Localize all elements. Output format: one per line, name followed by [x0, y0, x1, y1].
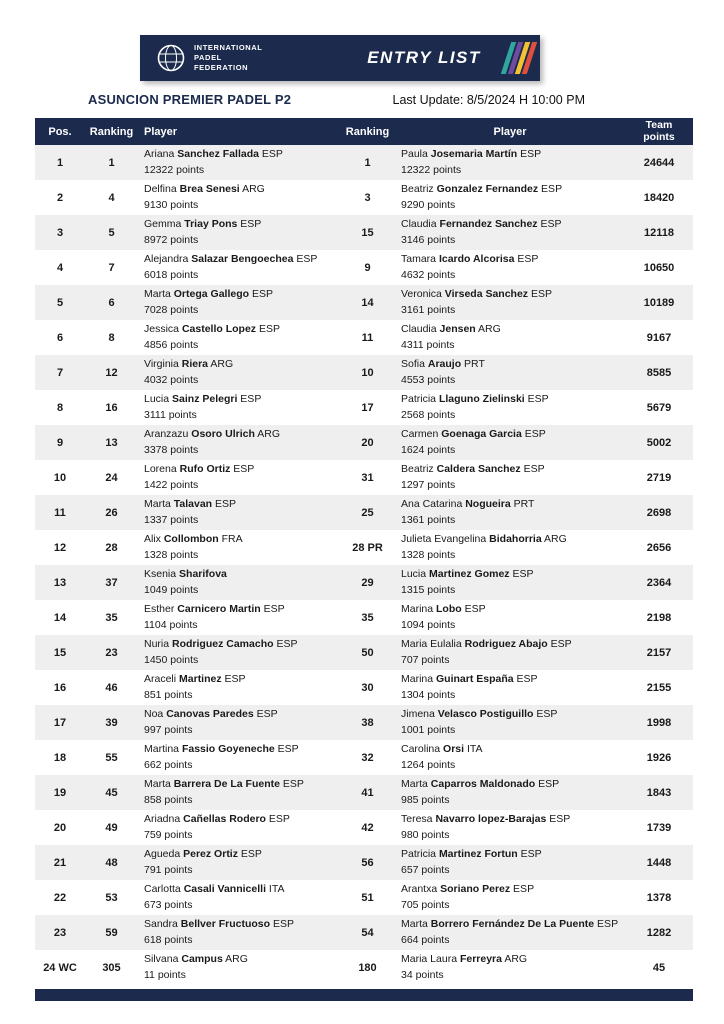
player2-points: 664 points — [401, 933, 450, 946]
ranking1-cell: 13 — [105, 436, 118, 449]
team-points-cell: 9167 — [646, 331, 672, 344]
entry-list-title: ENTRY LIST — [367, 48, 481, 67]
player1-cell — [138, 707, 340, 737]
player2-cell — [395, 672, 625, 702]
player1-cell — [138, 287, 340, 317]
player1-cell — [138, 567, 340, 597]
player2-points: 12322 points — [401, 163, 462, 176]
ranking1-cell: 7 — [108, 261, 115, 274]
player1-cell — [138, 427, 340, 457]
player2-cell — [395, 532, 625, 562]
player1-name: Lorena Rufo Ortiz ESP — [144, 463, 255, 476]
player1-name: Esther Carnicero Martin ESP — [144, 603, 285, 616]
ranking2-cell: 180 — [358, 961, 377, 974]
player1-name: Jessica Castello Lopez ESP — [144, 323, 280, 336]
player1-points: 6018 points — [144, 268, 199, 281]
ranking1-cell: 1 — [108, 156, 115, 169]
pos-cell: 17 — [53, 716, 67, 729]
ranking2-cell: 3 — [364, 191, 371, 204]
team-points-cell: 12118 — [644, 226, 674, 239]
player1-name: Ksenia Sharifova — [144, 568, 227, 581]
ranking2-cell: 25 — [361, 506, 374, 519]
player1-name: Marta Talavan ESP — [144, 498, 237, 511]
team-points-cell: 10650 — [643, 261, 675, 274]
player1-points: 1422 points — [144, 478, 199, 491]
ranking2-cell: 42 — [361, 821, 374, 834]
player1-cell — [138, 602, 340, 632]
page-title: ASUNCION PREMIER PADEL P2 — [88, 92, 292, 107]
team-points-cell: 10189 — [643, 296, 675, 309]
player1-name: Agueda Perez Ortiz ESP — [144, 848, 262, 861]
ranking1-cell: 35 — [105, 611, 118, 624]
table-row — [35, 530, 693, 565]
table-row — [35, 180, 693, 215]
team-points-cell: 8585 — [646, 366, 672, 379]
ranking2-cell: 31 — [361, 471, 374, 484]
player2-cell — [395, 497, 625, 527]
player1-points: 1328 points — [144, 548, 199, 561]
ranking1-cell: 49 — [105, 821, 118, 834]
pos-cell: 5 — [56, 296, 64, 309]
table-row — [35, 600, 693, 635]
table-row — [35, 215, 693, 250]
pos-cell: 3 — [56, 226, 64, 239]
player1-name: Virginia Riera ARG — [144, 358, 234, 371]
player2-points: 985 points — [401, 793, 450, 806]
player1-name: Marta Barrera De La Fuente ESP — [144, 778, 304, 791]
ranking2-cell: 11 — [361, 331, 374, 344]
ranking1-cell: 12 — [105, 366, 118, 379]
player1-points: 759 points — [144, 828, 193, 841]
pos-cell: 18 — [53, 751, 67, 764]
table-row — [35, 810, 693, 845]
ipf-logo-text — [194, 43, 263, 72]
ranking2-cell: 38 — [361, 716, 374, 729]
table-row — [35, 775, 693, 810]
ranking2-cell: 50 — [361, 646, 374, 659]
team-points-cell: 2364 — [646, 576, 672, 589]
ipf-logo-line: FEDERATION — [194, 62, 249, 72]
player1-points: 1049 points — [144, 583, 199, 596]
player1-points: 997 points — [144, 723, 193, 736]
player1-points: 11 points — [144, 968, 186, 981]
team-points-cell: 1843 — [646, 786, 672, 799]
banner-stripes-icon — [506, 42, 532, 74]
team-points-cell: 2698 — [646, 506, 672, 519]
table-row — [35, 705, 693, 740]
ranking1-cell: 305 — [102, 961, 121, 974]
player2-points: 657 points — [401, 863, 450, 876]
pos-cell: 4 — [56, 261, 64, 274]
ranking1-cell: 28 — [105, 541, 118, 554]
pos-cell: 7 — [56, 366, 64, 379]
player2-cell — [395, 427, 625, 457]
player2-cell — [395, 287, 625, 317]
player2-points: 1361 points — [401, 513, 456, 526]
player2-cell — [395, 777, 625, 807]
pos-cell: 20 — [53, 821, 67, 834]
player2-name: Julieta Evangelina Bidahorria ARG — [401, 533, 567, 546]
player1-name: Martina Fassio Goyeneche ESP — [144, 743, 299, 756]
ranking2-cell: 54 — [361, 926, 374, 939]
player1-cell — [138, 252, 340, 282]
team-points-cell: 2656 — [646, 541, 672, 554]
player1-points: 1337 points — [144, 513, 199, 526]
pos-cell: 22 — [53, 891, 67, 904]
player2-cell — [395, 952, 625, 982]
player1-name: Gemma Triay Pons ESP — [144, 218, 262, 231]
table-row — [35, 495, 693, 530]
player1-name: Araceli Martinez ESP — [144, 673, 246, 686]
ranking1-cell: 39 — [105, 716, 118, 729]
team-points-cell: 2155 — [646, 681, 672, 694]
player1-cell — [138, 952, 340, 982]
player2-cell — [395, 217, 625, 247]
table-row — [35, 355, 693, 390]
table-row — [35, 320, 693, 355]
player1-points: 673 points — [144, 898, 193, 911]
ranking1-cell: 16 — [105, 401, 118, 414]
team-points-cell: 2157 — [646, 646, 672, 659]
table-row — [35, 915, 693, 950]
player2-cell — [395, 707, 625, 737]
player2-name: Marta Borrero Fernández De La Puente ESP — [401, 918, 619, 931]
ranking2-cell: 35 — [361, 611, 374, 624]
player2-points: 3161 points — [401, 303, 456, 316]
ranking2-cell: 1 — [364, 156, 371, 169]
player1-cell — [138, 637, 340, 667]
player1-name: Alix Collombon FRA — [144, 533, 243, 546]
player2-cell — [395, 392, 625, 422]
player1-cell — [138, 357, 340, 387]
player2-cell — [395, 252, 625, 282]
player1-cell — [138, 322, 340, 352]
player2-name: Marta Caparros Maldonado ESP — [401, 778, 560, 791]
player2-cell — [395, 357, 625, 387]
player2-name: Paula Josemaria Martín ESP — [401, 148, 542, 161]
pos-cell: 12 — [53, 541, 67, 554]
header-team-points: Team points — [643, 118, 675, 143]
pos-cell: 10 — [53, 471, 67, 484]
pos-cell: 24 WC — [43, 961, 77, 974]
team-points-cell: 2719 — [646, 471, 672, 484]
player2-cell — [395, 917, 625, 947]
pos-cell: 1 — [56, 156, 64, 169]
team-points-cell: 5002 — [646, 436, 672, 449]
player1-points: 3111 points — [144, 408, 197, 421]
player2-name: Patricia Martinez Fortun ESP — [401, 848, 542, 861]
ranking1-cell: 59 — [105, 926, 118, 939]
player2-points: 1264 points — [401, 758, 456, 771]
table-row — [35, 670, 693, 705]
table-row — [35, 425, 693, 460]
ranking1-cell: 37 — [105, 576, 118, 589]
subheader — [35, 92, 693, 107]
table-row — [35, 740, 693, 775]
pos-cell: 11 — [54, 506, 66, 519]
player1-points: 4856 points — [144, 338, 199, 351]
ranking1-cell: 55 — [105, 751, 118, 764]
player2-points: 1624 points — [401, 443, 456, 456]
ipf-globe-icon — [156, 43, 186, 73]
player1-points: 618 points — [144, 933, 193, 946]
player2-cell — [395, 812, 625, 842]
ranking2-cell: 41 — [361, 786, 374, 799]
player2-name: Claudia Fernandez Sanchez ESP — [401, 218, 562, 231]
ipf-logo — [140, 35, 338, 81]
team-points-cell: 1739 — [646, 821, 672, 834]
player2-name: Tamara Icardo Alcorisa ESP — [401, 253, 539, 266]
team-points-cell: 24644 — [643, 156, 675, 169]
pos-cell: 13 — [53, 576, 67, 589]
ranking1-cell: 8 — [108, 331, 115, 344]
player1-points: 9130 points — [144, 198, 199, 211]
header-ranking-1: Ranking — [89, 125, 134, 138]
ipf-logo-line: PADEL — [194, 53, 222, 63]
ranking2-cell: 29 — [361, 576, 374, 589]
player2-cell — [395, 147, 625, 177]
player1-cell — [138, 777, 340, 807]
player2-cell — [395, 567, 625, 597]
player1-points: 791 points — [144, 863, 193, 876]
ranking2-cell: 10 — [361, 366, 374, 379]
player1-name: Noa Canovas Paredes ESP — [144, 708, 278, 721]
pos-cell: 21 — [53, 856, 67, 869]
player1-points: 7028 points — [144, 303, 199, 316]
player2-name: Teresa Navarro lopez-Barajas ESP — [401, 813, 571, 826]
table-row — [35, 880, 693, 915]
pos-cell: 8 — [56, 401, 64, 414]
player2-name: Marina Guinart España ESP — [401, 673, 538, 686]
ranking2-cell: 9 — [364, 261, 371, 274]
player2-name: Veronica Virseda Sanchez ESP — [401, 288, 552, 301]
player1-cell — [138, 462, 340, 492]
ranking1-cell: 53 — [105, 891, 118, 904]
entry-list-table — [35, 118, 693, 985]
table-row — [35, 145, 693, 180]
ranking1-cell: 6 — [108, 296, 115, 309]
player2-name: Beatriz Caldera Sanchez ESP — [401, 463, 545, 476]
team-points-cell: 1378 — [646, 891, 672, 904]
player1-name: Carlotta Casali Vannicelli ITA — [144, 883, 285, 896]
player2-name: Maria Laura Ferreyra ARG — [401, 953, 528, 966]
header-player-2: Player — [493, 125, 527, 138]
ranking2-cell: 28 PR — [352, 541, 383, 554]
ranking2-cell: 56 — [361, 856, 374, 869]
header-ranking-2: Ranking — [345, 125, 390, 138]
player1-cell — [138, 147, 340, 177]
player2-points: 4632 points — [401, 268, 456, 281]
player1-points: 4032 points — [144, 373, 199, 386]
player1-name: Marta Ortega Gallego ESP — [144, 288, 273, 301]
player2-points: 1304 points — [401, 688, 456, 701]
pos-cell: 14 — [53, 611, 67, 624]
player2-name: Arantxa Soriano Perez ESP — [401, 883, 535, 896]
pos-cell: 16 — [53, 681, 67, 694]
player2-points: 3146 points — [401, 233, 456, 246]
team-points-cell: 45 — [652, 961, 666, 974]
player1-name: Silvana Campus ARG — [144, 953, 248, 966]
player1-cell — [138, 182, 340, 212]
player2-points: 34 points — [401, 968, 444, 981]
player2-points: 4553 points — [401, 373, 456, 386]
team-points-cell: 18420 — [643, 191, 675, 204]
player1-cell — [138, 742, 340, 772]
ranking2-cell: 20 — [361, 436, 374, 449]
player2-points: 1094 points — [401, 618, 456, 631]
ranking2-cell: 30 — [361, 681, 374, 694]
player2-cell — [395, 637, 625, 667]
player1-cell — [138, 917, 340, 947]
ranking2-cell: 17 — [361, 401, 374, 414]
ranking1-cell: 46 — [105, 681, 118, 694]
player2-name: Patricia Llaguno Zielinski ESP — [401, 393, 549, 406]
player1-name: Aranzazu Osoro Ulrich ARG — [144, 428, 280, 441]
player2-points: 1328 points — [401, 548, 456, 561]
player2-points: 707 points — [401, 653, 450, 666]
player2-name: Sofia Araujo PRT — [401, 358, 485, 371]
player1-points: 1104 points — [144, 618, 198, 631]
ranking1-cell: 24 — [105, 471, 118, 484]
player2-name: Marina Lobo ESP — [401, 603, 486, 616]
player2-cell — [395, 462, 625, 492]
table-body — [35, 145, 693, 985]
ranking1-cell: 4 — [108, 191, 115, 204]
player1-cell — [138, 217, 340, 247]
table-row — [35, 250, 693, 285]
ranking1-cell: 23 — [105, 646, 118, 659]
player2-points: 4311 points — [401, 338, 455, 351]
player2-points: 705 points — [401, 898, 450, 911]
player2-name: Ana Catarina Nogueira PRT — [401, 498, 535, 511]
pos-cell: 9 — [56, 436, 64, 449]
table-row — [35, 285, 693, 320]
player1-cell — [138, 847, 340, 877]
player1-points: 851 points — [144, 688, 193, 701]
player1-cell — [138, 532, 340, 562]
player2-points: 1315 points — [401, 583, 456, 596]
ranking2-cell: 14 — [361, 296, 374, 309]
player1-cell — [138, 882, 340, 912]
player2-name: Maria Eulalia Rodriguez Abajo ESP — [401, 638, 572, 651]
player2-name: Beatriz Gonzalez Fernandez ESP — [401, 183, 563, 196]
ranking1-cell: 48 — [105, 856, 118, 869]
player2-points: 9290 points — [401, 198, 456, 211]
team-points-cell: 5679 — [646, 401, 672, 414]
team-points-cell: 1998 — [646, 716, 672, 729]
ranking1-cell: 26 — [105, 506, 118, 519]
player2-name: Carmen Goenaga Garcia ESP — [401, 428, 546, 441]
player1-cell — [138, 812, 340, 842]
player2-cell — [395, 847, 625, 877]
player2-cell — [395, 742, 625, 772]
table-header-row — [35, 118, 693, 145]
player1-name: Ariana Sanchez Fallada ESP — [144, 148, 283, 161]
player1-name: Ariadna Cañellas Rodero ESP — [144, 813, 290, 826]
player2-name: Claudia Jensen ARG — [401, 323, 501, 336]
ipf-logo-line: INTERNATIONAL — [194, 43, 263, 53]
player1-name: Alejandra Salazar Bengoechea ESP — [144, 253, 318, 266]
player2-points: 1001 points — [401, 723, 456, 736]
player2-name: Lucia Martinez Gomez ESP — [401, 568, 534, 581]
player2-points: 980 points — [401, 828, 450, 841]
player1-cell — [138, 392, 340, 422]
entry-list-banner — [338, 35, 540, 81]
player2-name: Carolina Orsi ITA — [401, 743, 483, 756]
pos-cell: 15 — [53, 646, 67, 659]
team-points-cell: 1282 — [646, 926, 672, 939]
player2-points: 1297 points — [401, 478, 456, 491]
table-row — [35, 460, 693, 495]
player1-points: 1450 points — [144, 653, 199, 666]
table-row — [35, 845, 693, 880]
table-row — [35, 565, 693, 600]
team-points-cell: 2198 — [646, 611, 672, 624]
pos-cell: 23 — [53, 926, 67, 939]
player1-points: 662 points — [144, 758, 193, 771]
ranking1-cell: 45 — [105, 786, 118, 799]
ranking2-cell: 32 — [361, 751, 374, 764]
player1-name: Nuria Rodriguez Camacho ESP — [144, 638, 298, 651]
player2-cell — [395, 882, 625, 912]
header-banner — [140, 35, 540, 81]
last-update-text: Last Update: 8/5/2024 H 10:00 PM — [392, 93, 585, 107]
player1-cell — [138, 497, 340, 527]
header-player-1: Player — [144, 125, 178, 138]
ranking2-cell: 51 — [361, 891, 374, 904]
table-row — [35, 635, 693, 670]
header-pos: Pos. — [48, 125, 72, 138]
team-points-cell: 1448 — [646, 856, 672, 869]
pos-cell: 6 — [56, 331, 64, 344]
player2-cell — [395, 322, 625, 352]
footer-bar — [35, 989, 693, 1001]
player1-points: 858 points — [144, 793, 193, 806]
ranking2-cell: 15 — [361, 226, 374, 239]
player1-name: Sandra Bellver Fructuoso ESP — [144, 918, 294, 931]
player1-cell — [138, 672, 340, 702]
player1-points: 8972 points — [144, 233, 199, 246]
player1-points: 3378 points — [144, 443, 199, 456]
player1-points: 12322 points — [144, 163, 205, 176]
player2-cell — [395, 602, 625, 632]
player1-name: Delfina Brea Senesi ARG — [144, 183, 265, 196]
player1-name: Lucia Sainz Pelegri ESP — [144, 393, 262, 406]
team-points-cell: 1926 — [646, 751, 672, 764]
table-row — [35, 950, 693, 985]
pos-cell: 2 — [56, 191, 64, 204]
ranking1-cell: 5 — [108, 226, 115, 239]
table-row — [35, 390, 693, 425]
player2-points: 2568 points — [401, 408, 456, 421]
player2-cell — [395, 182, 625, 212]
pos-cell: 19 — [53, 786, 67, 799]
player2-name: Jimena Velasco Postiguillo ESP — [401, 708, 558, 721]
